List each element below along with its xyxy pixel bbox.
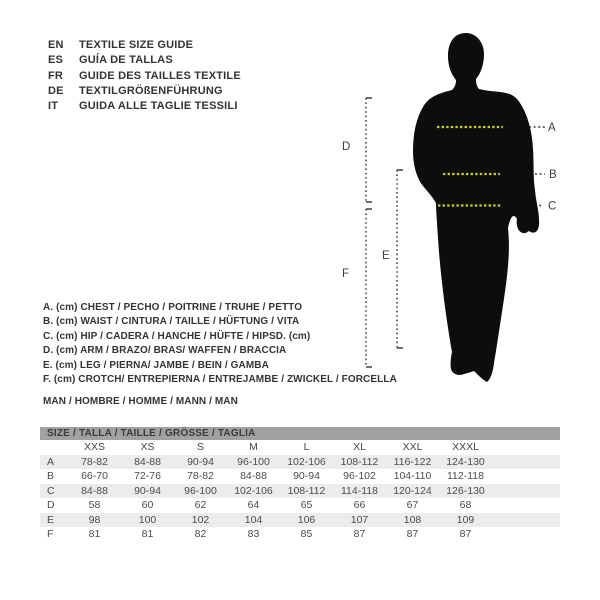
cell: 106 xyxy=(297,513,316,526)
lang-code: FR xyxy=(48,69,64,82)
cell: 104-110 xyxy=(393,470,432,482)
measure-label-f: F xyxy=(342,268,350,280)
cell: 78-82 xyxy=(187,470,214,482)
size-header-empty xyxy=(40,440,68,455)
measure-label-c: C xyxy=(548,200,557,213)
cell: 108 xyxy=(403,513,422,526)
cell: 126-130 xyxy=(446,484,485,497)
measure-label-d: D xyxy=(342,141,351,153)
cell: 90-94 xyxy=(187,455,214,468)
lang-title: TEXTILGRÖßENFÜHRUNG xyxy=(79,84,223,97)
cell: 96-100 xyxy=(237,455,270,468)
cell: 68 xyxy=(459,499,472,511)
lang-code: DE xyxy=(48,84,64,97)
legend-crotch: F. (cm) CROTCH/ ENTREPIERNA / ENTREJAMBE / ZWICKEL / FORCELLA xyxy=(43,374,397,386)
col-header-m: M xyxy=(249,441,258,453)
cell: 66-70 xyxy=(81,470,108,482)
size-table-title: SIZE / TALLA / TAILLE / GRÖSSE / TAGLIA xyxy=(40,427,560,440)
cell: 90-94 xyxy=(134,484,161,497)
table-row-f xyxy=(40,527,560,542)
col-header-xxxl: XXXL xyxy=(452,441,479,453)
cell: 112-118 xyxy=(447,470,484,482)
measure-label-e: E xyxy=(382,250,390,262)
lang-title: GUIDE DES TAILLES TEXTILE xyxy=(79,69,241,82)
legend-arm: D. (cm) ARM / BRAZO/ BRAS/ WAFFEN / BRACCIA xyxy=(43,345,287,357)
cell: 64 xyxy=(247,499,260,511)
table-row-c xyxy=(40,484,560,499)
cell: 104 xyxy=(244,513,263,526)
legend-waist: B. (cm) WAIST / CINTURA / TAILLE / HÜFTUNG / VITA xyxy=(43,316,300,328)
legend-man: MAN / HOMBRE / HOMME / MANN / MAN xyxy=(43,395,238,407)
size-header-row xyxy=(40,440,560,455)
row-label: D xyxy=(47,499,55,511)
row-label: A xyxy=(47,455,55,468)
cell: 96-102 xyxy=(343,470,376,482)
cell: 109 xyxy=(456,513,475,526)
cell-filler xyxy=(492,469,560,484)
cell: 107 xyxy=(350,513,369,526)
col-header-xs: XS xyxy=(140,441,155,453)
col-header-l: L xyxy=(303,441,310,453)
cell: 81 xyxy=(141,528,154,540)
lang-code: IT xyxy=(48,100,59,113)
cell: 87 xyxy=(406,528,419,540)
table-row-e xyxy=(40,513,560,528)
cell: 90-94 xyxy=(293,470,320,482)
legend-hip: C. (cm) HIP / CADERA / HANCHE / HÜFTE / HIPSD. (cm) xyxy=(43,330,311,342)
lang-title: GUÍA DE TALLAS xyxy=(79,54,173,67)
cell: 120-124 xyxy=(393,484,432,497)
cell: 78-82 xyxy=(81,455,108,468)
cell: 98 xyxy=(88,513,101,526)
cell: 62 xyxy=(194,499,207,511)
measure-legend xyxy=(43,301,397,409)
cell: 58 xyxy=(88,499,101,511)
cell: 65 xyxy=(300,499,313,511)
cell-filler xyxy=(492,455,560,470)
row-label: F xyxy=(47,528,54,540)
cell: 87 xyxy=(459,528,472,540)
cell: 85 xyxy=(300,528,313,540)
lang-code: EN xyxy=(48,39,64,51)
lang-title: GUIDA ALLE TAGLIE TESSILI xyxy=(79,100,238,113)
table-row-d xyxy=(40,498,560,513)
cell: 60 xyxy=(141,499,154,511)
cell: 124-130 xyxy=(446,455,485,468)
cell: 81 xyxy=(88,528,101,540)
cell: 84-88 xyxy=(134,455,161,468)
cell: 96-100 xyxy=(184,484,217,497)
cell: 116-122 xyxy=(393,455,432,468)
measure-label-a: A xyxy=(548,122,556,134)
cell: 72-76 xyxy=(134,470,161,482)
size-table xyxy=(40,427,560,542)
row-label: C xyxy=(47,484,55,497)
cell: 108-112 xyxy=(340,455,379,468)
cell: 87 xyxy=(353,528,366,540)
legend-chest: A. (cm) CHEST / PECHO / POITRINE / TRUHE / PETTO xyxy=(43,302,303,313)
cell: 84-88 xyxy=(240,470,267,482)
cell: 67 xyxy=(406,499,419,511)
cell: 102 xyxy=(191,513,210,526)
cell: 108-112 xyxy=(287,484,326,497)
cell-filler xyxy=(492,527,560,542)
col-header-xxs: XXS xyxy=(83,441,105,453)
cell-filler xyxy=(492,498,560,513)
measure-label-b: B xyxy=(549,169,557,181)
row-label: E xyxy=(47,513,55,526)
cell-filler xyxy=(492,513,560,528)
cell: 82 xyxy=(194,528,207,540)
cell: 102-106 xyxy=(234,484,273,497)
row-label: B xyxy=(47,470,55,482)
cell: 100 xyxy=(138,513,157,526)
lang-title: TEXTILE SIZE GUIDE xyxy=(79,39,194,51)
size-table-grid xyxy=(40,440,560,542)
cell: 83 xyxy=(247,528,260,540)
cell: 84-88 xyxy=(81,484,108,497)
table-row-b xyxy=(40,469,560,484)
col-header-filler xyxy=(492,440,560,455)
col-header-xxl: XXL xyxy=(402,441,423,453)
col-header-xl: XL xyxy=(353,441,366,453)
cell: 102-106 xyxy=(287,455,326,468)
col-header-s: S xyxy=(196,441,204,453)
lang-code: ES xyxy=(48,54,64,67)
table-row-a xyxy=(40,455,560,470)
cell: 114-118 xyxy=(341,484,378,497)
cell-filler xyxy=(492,484,560,499)
man-silhouette xyxy=(413,33,539,382)
legend-leg: E. (cm) LEG / PIERNA/ JAMBE / BEIN / GAMBA xyxy=(43,359,269,371)
cell: 66 xyxy=(353,499,366,511)
